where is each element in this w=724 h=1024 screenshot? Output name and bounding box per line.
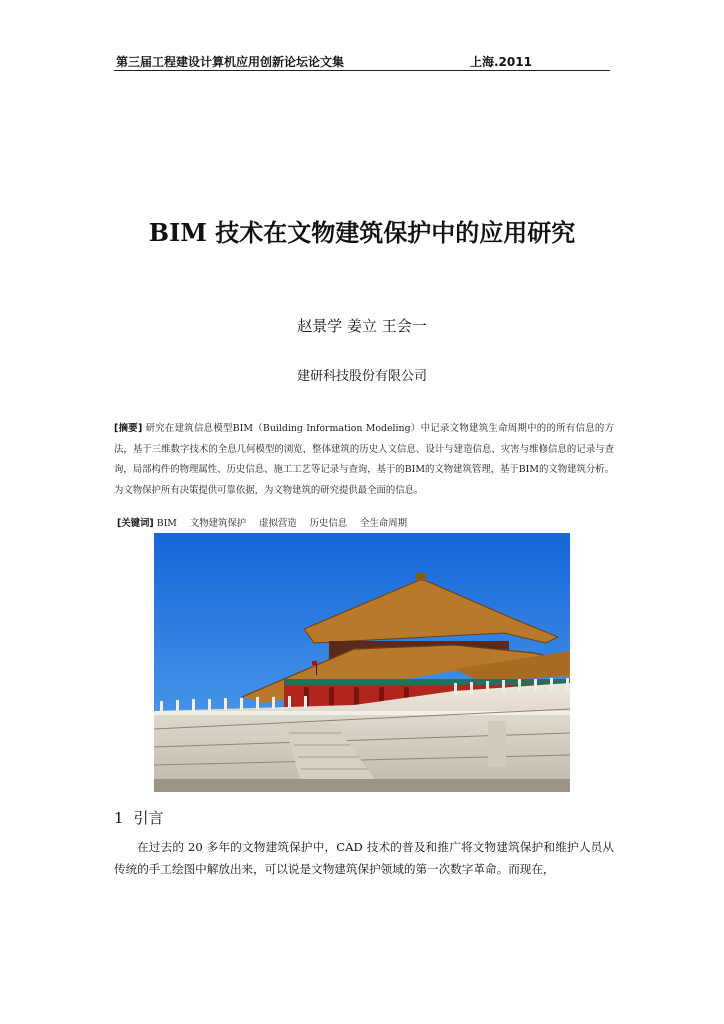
section-number: 1	[114, 809, 124, 827]
section-title: 引言	[133, 809, 164, 827]
paper-title: BIM 技术在文物建筑保护中的应用研究	[148, 218, 576, 247]
keywords	[117, 516, 617, 532]
venue-year: 上海.2011	[470, 55, 532, 69]
running-header	[114, 52, 610, 71]
abstract-label: [摘要]	[114, 423, 143, 434]
abstract-text: 研究在建筑信息模型BIM（Building Information Modeling）中记录文物建筑生命周期中的的所有信息的方法，基于三维数字技术的全息几何模型的浏览，整体建筑的历史人文信息、设计与建造信息、灾害与维修信息的记录与查询，局部构件的物理属性、历史信息、施工工艺等记录与查询，基于的BIM的文物建筑管理，基于BIM的文物建筑分析。为文物保护所有决策提供可靠依据，为文物建筑的研究提供最全面的信息。	[114, 423, 614, 496]
intro-paragraph: 在过去的 20 多年的文物建筑保护中，CAD 技术的普及和推广将文物建筑保护和维护人员从传统的手工绘图中解放出来，可以说是文物建筑保护领域的第一次数字革命。而现在，	[114, 840, 614, 876]
palace-photo	[154, 533, 570, 792]
authors: 赵景学 姜立 王会一	[297, 317, 427, 335]
affiliation: 建研科技股份有限公司	[296, 369, 427, 384]
abstract	[114, 419, 614, 501]
keyword: 历史信息	[309, 518, 348, 529]
keyword: 文物建筑保护	[189, 518, 247, 529]
keyword: 虚拟营造	[259, 518, 297, 529]
keyword: BIM	[156, 518, 177, 529]
keywords-label: [关键词]	[117, 518, 154, 529]
keyword: 全生命周期	[360, 518, 408, 529]
proceedings-title: 第三届工程建设计算机应用创新论坛论文集	[116, 55, 345, 69]
section-heading	[114, 807, 164, 828]
palace-illustration	[154, 533, 570, 792]
